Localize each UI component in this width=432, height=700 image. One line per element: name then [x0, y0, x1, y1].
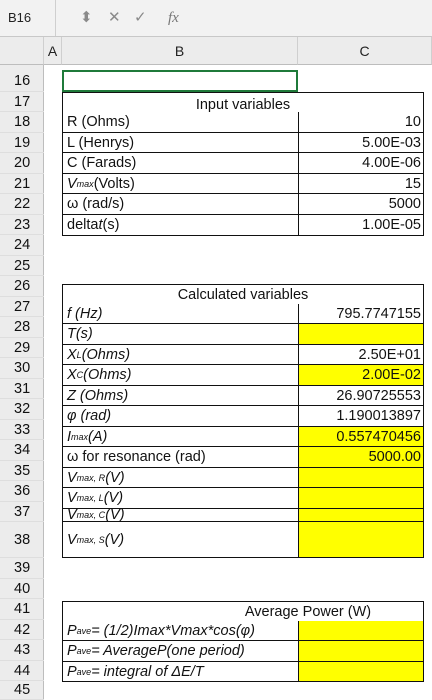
row-header[interactable]: 29 — [0, 338, 44, 358]
row-header[interactable]: 25 — [0, 256, 44, 276]
calc-value-xl[interactable]: 2.50E+01 — [298, 345, 424, 365]
input-value-omega[interactable]: 5000 — [298, 194, 424, 215]
input-value-c[interactable]: 4.00E-06 — [298, 153, 424, 174]
row-header[interactable]: 32 — [0, 399, 44, 420]
input-value-dt[interactable]: 1.00E-05 — [298, 215, 424, 236]
row-header[interactable]: 39 — [0, 558, 44, 579]
row-header[interactable]: 16 — [0, 71, 44, 92]
row-header[interactable]: 30 — [0, 358, 44, 379]
row-header[interactable]: 21 — [0, 174, 44, 194]
row-header[interactable]: 36 — [0, 481, 44, 502]
calc-value-z[interactable]: 26.90725553 — [298, 386, 424, 406]
column-header-a[interactable]: A — [44, 37, 62, 65]
row-header[interactable]: 19 — [0, 133, 44, 153]
row-header[interactable]: 41 — [0, 599, 44, 620]
calc-label-resonance[interactable]: ω for resonance (rad) — [62, 447, 298, 468]
calc-value-vmax-l[interactable] — [298, 488, 424, 509]
calc-table-title: Calculated variables — [62, 284, 424, 304]
input-label-omega[interactable]: ω (rad/s) — [62, 194, 298, 215]
input-label-dt[interactable]: delta t (s) — [62, 215, 298, 236]
calc-label-imax[interactable]: I max (A) — [62, 427, 298, 447]
input-value-l[interactable]: 5.00E-03 — [298, 133, 424, 153]
calc-value-vmax-r[interactable] — [298, 468, 424, 488]
row-header[interactable]: 28 — [0, 317, 44, 338]
row-headers — [0, 65, 44, 700]
calc-label-xl[interactable]: X L (Ohms) — [62, 345, 298, 365]
input-value-r[interactable]: 10 — [298, 112, 424, 133]
selected-cell-b16[interactable] — [62, 70, 298, 92]
input-label-r[interactable]: R (Ohms) — [62, 112, 298, 133]
row-header[interactable]: 22 — [0, 194, 44, 215]
row-header[interactable]: 37 — [0, 502, 44, 522]
input-label-l[interactable]: L (Henrys) — [62, 133, 298, 153]
input-table-title: Input variables — [62, 92, 424, 112]
row-header[interactable]: 45 — [0, 681, 44, 700]
power-value-1[interactable] — [298, 621, 424, 641]
power-label-3[interactable]: P ave = integral of ΔE/T — [62, 662, 298, 682]
input-value-vmax[interactable]: 15 — [298, 174, 424, 194]
calc-label-vmax-r[interactable]: V max, R (V) — [62, 468, 298, 488]
calc-label-vmax-l[interactable]: V max, L (V) — [62, 488, 298, 509]
row-header[interactable]: 17 — [0, 92, 44, 112]
row-header[interactable]: 44 — [0, 661, 44, 681]
confirm-icon[interactable]: ✓ — [134, 9, 147, 26]
calc-label-z[interactable]: Z (Ohms) — [62, 386, 298, 406]
row-header[interactable]: 23 — [0, 215, 44, 235]
row-header[interactable]: 34 — [0, 440, 44, 461]
row-header[interactable]: 43 — [0, 640, 44, 661]
calc-label-f[interactable]: f (Hz) — [62, 304, 298, 324]
select-all-corner[interactable] — [0, 37, 44, 65]
calc-label-phi[interactable]: φ (rad) — [62, 406, 298, 427]
column-header-b[interactable]: B — [62, 37, 298, 65]
column-header-c[interactable]: C — [298, 37, 432, 65]
cancel-icon[interactable]: ✕ — [108, 9, 121, 26]
row-header[interactable]: 31 — [0, 379, 44, 399]
calc-label-vmax-s[interactable]: V max, S (V) — [62, 522, 298, 558]
calc-label-t[interactable]: T(s) — [62, 324, 298, 345]
calc-value-vmax-s[interactable] — [298, 522, 424, 558]
power-value-2[interactable] — [298, 641, 424, 662]
function-icon[interactable]: fx — [168, 10, 179, 26]
input-label-vmax[interactable]: V max (Volts) — [62, 174, 298, 194]
power-label-2[interactable]: P ave = AverageP(one period) — [62, 641, 298, 662]
calc-value-imax[interactable]: 0.557470456 — [298, 427, 424, 447]
calc-value-phi[interactable]: 1.190013897 — [298, 406, 424, 427]
power-table-title: Average Power (W) — [62, 601, 424, 621]
row-header[interactable]: 42 — [0, 620, 44, 640]
row-header[interactable]: 24 — [0, 235, 44, 256]
input-label-c[interactable]: C (Farads) — [62, 153, 298, 174]
calc-value-f[interactable]: 795.7747155 — [298, 304, 424, 324]
calc-label-vmax-c[interactable]: V max, C (V) — [62, 509, 298, 522]
name-box[interactable]: B16 — [0, 0, 56, 36]
calc-value-xc[interactable]: 2.00E-02 — [298, 365, 424, 386]
row-header[interactable]: 26 — [0, 276, 44, 297]
row-header[interactable]: 27 — [0, 297, 44, 317]
calc-value-resonance[interactable]: 5000.00 — [298, 447, 424, 468]
power-label-1[interactable]: P ave = (1/2)Imax*Vmax*cos(φ) — [62, 621, 298, 641]
formula-input[interactable] — [198, 6, 428, 30]
stepper-icon[interactable]: ⬍ — [80, 9, 93, 26]
row-header[interactable]: 35 — [0, 461, 44, 481]
row-header[interactable]: 18 — [0, 112, 44, 133]
formula-bar — [0, 0, 432, 37]
row-header[interactable]: 33 — [0, 420, 44, 440]
row-header[interactable]: 40 — [0, 579, 44, 599]
row-header[interactable]: 20 — [0, 153, 44, 174]
power-value-3[interactable] — [298, 662, 424, 682]
calc-label-xc[interactable]: X C (Ohms) — [62, 365, 298, 386]
row-header[interactable]: 38 — [0, 522, 44, 558]
calc-value-vmax-c[interactable] — [298, 509, 424, 522]
calc-value-t[interactable] — [298, 324, 424, 345]
